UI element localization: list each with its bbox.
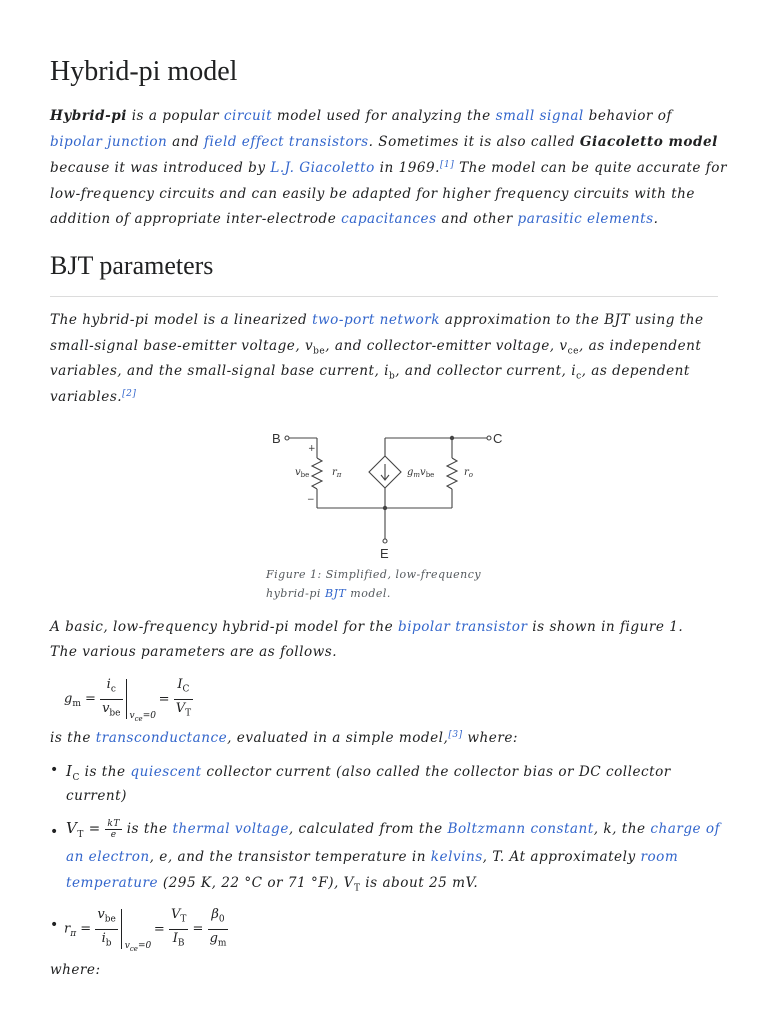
link-transconductance[interactable]: transconductance bbox=[95, 730, 228, 746]
basic-line-2: The various parameters are as follows. bbox=[50, 644, 338, 660]
terminal-c-node bbox=[487, 436, 491, 440]
transconductance-line: is the transconductance, evaluated in a simple model,[3] where: bbox=[50, 730, 518, 746]
junction-dot-bottom bbox=[383, 506, 387, 510]
symbol-VT: $V_T$ bbox=[66, 819, 84, 840]
bjt-line-1: The hybrid-pi model is a linearized two-port network approximation to the BJT using the bbox=[50, 312, 704, 328]
bullet-1-line-2: current) bbox=[66, 788, 127, 804]
hybrid-pi-circuit-diagram bbox=[262, 424, 512, 564]
label-b: B bbox=[272, 431, 281, 446]
label-gm-vbe: $g_mv_{be}$ bbox=[407, 467, 435, 479]
fraction-VT-IB: $\frac{V_T}{I_B}$ bbox=[170, 907, 187, 949]
link-thermal-voltage[interactable]: thermal voltage bbox=[172, 821, 289, 837]
bullet-2-line-1: $V_T$ = $\frac{kT}{e}$ is the thermal voltage, calculated from the Boltzmann constant, k, the charge of bbox=[66, 819, 721, 840]
symbol-ic: $i_c$ bbox=[571, 363, 582, 382]
bjt-line-2: small-signal base-emitter voltage, $v_{be}$, and collector-emitter voltage, $v_{ce}$, as independent bbox=[50, 338, 702, 357]
figure-caption-line-1: Figure 1: Simplified, low-frequency bbox=[266, 568, 482, 581]
intro-line-3: because it was introduced by L.J. Giacoletto in 1969.[1] The model can be quite accurate for bbox=[50, 160, 727, 176]
label-plus: + bbox=[308, 444, 316, 454]
link-capacitances[interactable]: capacitances bbox=[341, 211, 437, 227]
link-quiescent[interactable]: quiescent bbox=[130, 764, 202, 780]
intro-line-2: bipolar junction and field effect transistors. Sometimes it is also called Giacoletto model bbox=[50, 134, 718, 150]
link-circuit[interactable]: circuit bbox=[223, 108, 273, 124]
link-charge-of-an-electron[interactable]: charge of bbox=[650, 821, 721, 837]
label-v-be: $v_{be}$ bbox=[295, 467, 310, 479]
symbol-IC: $I_C$ bbox=[66, 762, 80, 783]
fraction-vbe-ib: $\frac{v_{be}}{i_b}$ bbox=[97, 907, 116, 949]
link-bipolar-junction[interactable]: bipolar junction bbox=[50, 134, 168, 150]
figure-caption-line-2: hybrid-pi BJT model. bbox=[266, 587, 391, 600]
junction-dot-top bbox=[450, 436, 454, 440]
resistor-r-pi bbox=[312, 458, 322, 489]
link-boltzmann-constant[interactable]: Boltzmann constant bbox=[447, 821, 594, 837]
link-two-port-network[interactable]: two-port network bbox=[312, 312, 440, 328]
fraction-beta0-gm: $\frac{\beta_0}{g_m}$ bbox=[209, 907, 227, 949]
section-divider bbox=[50, 296, 718, 297]
fraction-kT-e: $\frac{kT}{e}$ bbox=[107, 819, 120, 840]
link-parasitic-elements[interactable]: parasitic elements bbox=[517, 211, 654, 227]
label-r-pi: $r_\pi$ bbox=[332, 467, 342, 479]
terminal-b-node bbox=[285, 436, 289, 440]
bjt-line-4: variables.[2] bbox=[50, 389, 137, 405]
link-temperature[interactable]: temperature bbox=[66, 875, 159, 891]
bullet-marker-2: • bbox=[50, 824, 59, 840]
symbol-VT-2: $V_T$ bbox=[343, 875, 361, 894]
bullet-1-line-1: $I_C$ is the quiescent collector current (also called the collector bias or DC collector bbox=[66, 762, 671, 783]
terminal-e-node bbox=[383, 539, 387, 543]
link-an-electron[interactable]: an electron bbox=[66, 849, 150, 865]
fraction-IC-VT: $\frac{I_C}{V_T}$ bbox=[175, 677, 192, 719]
symbol-vbe: $v_{be}$ bbox=[304, 338, 326, 357]
label-r-o: $r_o$ bbox=[464, 467, 473, 479]
intro-line-4: low-frequency circuits and can easily be adapted for higher frequency circuits with the bbox=[50, 186, 695, 202]
intro-line-1: Hybrid-pi is a popular circuit model used for analyzing the small signal behavior of bbox=[50, 108, 672, 124]
where-line: where: bbox=[50, 962, 101, 978]
page-title: Hybrid-pi model bbox=[50, 56, 238, 87]
formula-r-pi: $r_\pi$ = $\frac{v_{be}}{i_b}$ $v_{ce}=0$ = $\frac{V_T}{I_B}$ = $\frac{\beta_0}{g_m}$ bbox=[64, 907, 227, 954]
section-heading-bjt-parameters: BJT parameters bbox=[50, 251, 214, 280]
term-hybrid-pi: Hybrid-pi bbox=[50, 108, 127, 124]
bullet-marker-1: • bbox=[50, 762, 59, 778]
bjt-line-3: variables, and the small-signal base current, $i_b$, and collector current, $i_c$, as dependent bbox=[50, 363, 690, 382]
link-kelvins[interactable]: kelvins bbox=[430, 849, 483, 865]
link-giacoletto[interactable]: L.J. Giacoletto bbox=[270, 160, 375, 176]
bullet-2-line-2: an electron, e, and the transistor temperature in kelvins, T. At approximately room bbox=[66, 849, 679, 865]
term-giacoletto-model: Giacoletto model bbox=[579, 134, 718, 150]
label-c: C bbox=[493, 431, 503, 446]
reference-2[interactable]: [2] bbox=[122, 389, 137, 399]
basic-line-1: A basic, low-frequency hybrid-pi model for the bipolar transistor is shown in figure 1. bbox=[50, 619, 684, 635]
reference-3[interactable]: [3] bbox=[448, 730, 463, 740]
reference-1[interactable]: [1] bbox=[440, 160, 455, 170]
link-bjt[interactable]: BJT bbox=[324, 587, 347, 600]
symbol-ib: $i_b$ bbox=[384, 363, 396, 382]
link-field-effect-transistors[interactable]: field effect transistors bbox=[204, 134, 369, 150]
symbol-vce: $v_{ce}$ bbox=[559, 338, 579, 357]
fraction-ic-vbe: $\frac{i_c}{v_{be}}$ bbox=[102, 677, 121, 719]
bullet-2-line-3: temperature (295 K, 22 °C or 71 °F), $V_T$ is about 25 mV. bbox=[66, 875, 479, 894]
formula-transconductance: $g_m$ = $\frac{i_c}{v_{be}}$ $v_{ce}=0$ = $\frac{I_C}{V_T}$ bbox=[64, 677, 192, 724]
resistor-r-o bbox=[447, 458, 457, 489]
label-e: E bbox=[380, 546, 389, 561]
label-minus: − bbox=[307, 495, 315, 505]
intro-line-5: addition of appropriate inter-electrode capacitances and other parasitic elements. bbox=[50, 211, 659, 227]
link-room-temperature[interactable]: room bbox=[640, 849, 679, 865]
link-bipolar-transistor[interactable]: bipolar transistor bbox=[398, 619, 528, 635]
bullet-marker-3: • bbox=[50, 917, 59, 933]
link-small-signal[interactable]: small signal bbox=[495, 108, 584, 124]
